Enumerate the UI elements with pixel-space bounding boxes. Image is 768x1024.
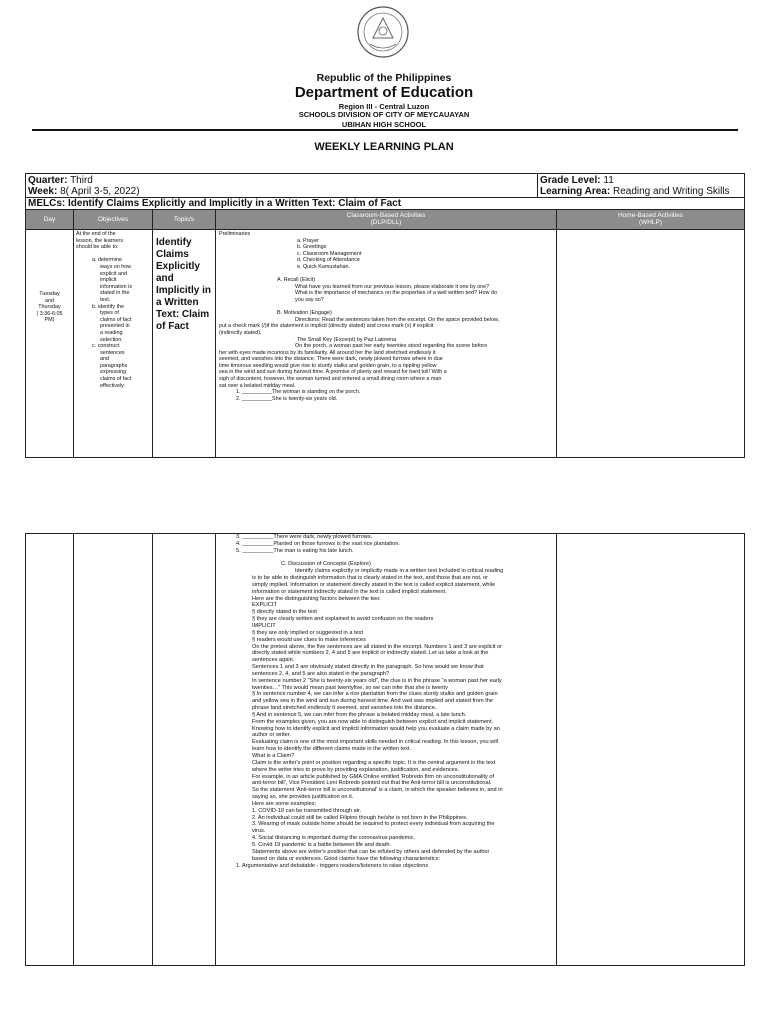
activity-line: directly stated while numbers 2, 4 and 5 are implicit or indirectly stated. Let us take a look at the (252, 650, 489, 657)
melcs-text: MELCs: Identify Claims Explicitly and Implicitly in a Written Text: Claim of Fact (28, 198, 402, 209)
activity-line: sigh of discontent, however, the woman turned and entered a small dining room where a man (219, 376, 442, 383)
activity-line: where the writer tries to prove by providing explanation, justification, and evidences. (252, 766, 460, 773)
day-line: ( 3:36-6:05 (36, 310, 63, 317)
activity-line: Identify claims explicitly or implicitly made in a written text Included in critical reading (295, 568, 504, 575)
activity-line: What have you learned from our previous lesson, please elaborate it one by one? (295, 283, 490, 290)
activity-line: Directions: Read the sentences taken from the excerpt. On the space provided below, (295, 316, 500, 323)
activity-line (219, 271, 553, 278)
objective-line: effectively. (100, 382, 125, 389)
objective-line: a. determine (92, 257, 122, 264)
activity-line: 3. Wearing of mask outside home should be required to protect every individual from acquiring the (252, 821, 495, 828)
objective-line: b. identify the (92, 303, 125, 310)
department-title: Department of Education (294, 84, 474, 101)
activity-line: her with eyes made incurious by its familiarity. All around her the land stretched endlessly it (219, 349, 436, 356)
activity-line: 4. __________Planted on those furrows is the vast rice plantation. (236, 540, 400, 547)
quarter-label: Quarter: (28, 175, 68, 186)
activity-line: 1. COVID-19 can be transmitted through air. (252, 807, 362, 814)
objective-line: should be able to: (76, 244, 119, 251)
activity-line: 1. __________The woman is standing on the porch. (236, 389, 361, 396)
activity-line: b. Greetings (297, 244, 327, 251)
objective-line: c. construct (92, 343, 120, 350)
activity-line: c. Classroom Management (297, 250, 362, 257)
activity-line: Here are the distinguishing factors between the two: (252, 595, 381, 602)
activity-line: is to be able to distinguish information that is clearly stated in the text, and those that are not, or (252, 575, 489, 582)
objective-line: expressing (100, 369, 127, 376)
activity-line: virus. (252, 828, 266, 835)
col-header-objectives: Objectives (73, 209, 153, 230)
grade-value: 11 (603, 175, 614, 186)
activity-line: § In sentence number 4, we can infer a rice plantation from the clues sturdy stalks and golden grain (252, 691, 498, 698)
classroom-activities-cell-continued (215, 533, 557, 966)
objective-line: types of (100, 310, 119, 317)
activity-line: sea in the wind and sun during harvest time. A promise of plenty and reward for hard toil! With a (219, 369, 447, 376)
quarter-week-cell (25, 173, 538, 198)
activity-line: e. Quick Kamustahan. (297, 263, 351, 270)
day-line: Tuesday (39, 291, 60, 297)
activity-line: Evaluating claim is one of the most important skills needed in critical reading. In this lesson, you will (252, 739, 498, 746)
activity-line: § they are only implied or suggested in a text (252, 629, 364, 636)
week-value: 8( April 3-5, 2022) (60, 186, 140, 197)
activity-line: Knowing how to identify explicit and implicit information would help you evaluate a claim made by an (252, 725, 500, 732)
region-line: Region III - Central Luzon (338, 102, 430, 111)
activity-line (219, 304, 553, 311)
objective-line: At the end of the (76, 231, 116, 237)
activity-line: and yellow sea in the wind and sun during harvest time. And vast was implied and stated from the (252, 698, 493, 705)
area-value: Reading and Writing Skills (612, 186, 730, 197)
school-line: UBIHAN HIGH SCHOOL (341, 120, 427, 129)
activity-line: Claim is the writer's point or position regarding a specific topic. It is the central argument in the text (252, 759, 496, 766)
home-activities-cell (556, 229, 745, 458)
document-title: WEEKLY LEARNING PLAN (314, 141, 454, 153)
activity-line: Statements above are writer's position that can be refuted by others and defended by the author (252, 848, 490, 855)
grade-label: Grade Level: (540, 175, 601, 186)
objective-line: sentences (100, 349, 125, 356)
objective-line: information is (100, 283, 133, 290)
activity-line: On the pretest above, the five sentences are all stated in the excerpt. Numbers 1 and 3 are explicit or (252, 643, 502, 650)
activity-line: 2. __________She is twenty-six years old. (236, 395, 338, 402)
activity-line: Preliminaries (219, 231, 251, 237)
activity-line: simply implied. Information or statement directly stated in the text is called explicit statement, while (252, 581, 496, 588)
objectives-cell (73, 229, 153, 458)
activity-line: information or statement indirectly stated in the text is called implicit statement. (252, 588, 447, 595)
topic-line: Implicitly in (156, 285, 212, 296)
activity-line: saying so, she provides justification on it. (252, 794, 354, 801)
objective-line: lesson, the learners (76, 237, 124, 244)
topic-line: Text: Claim (156, 309, 210, 320)
objective-line: a reading (100, 329, 123, 336)
activity-line: anti-terror bill', Vice President Leni Robredo pointed out that the Anti-terror bill is unconstitutional. (252, 780, 492, 787)
col-header-home: Home-Based Activities (WHLP) (556, 209, 745, 230)
activity-line: C. Discussion of Concepts (Explore) (281, 561, 371, 568)
topic-line: Claims (156, 249, 189, 260)
activity-line: § directly stated in the text (252, 609, 317, 616)
activity-line: 5. Covid 19 pandemic is a battle between life and death. (252, 841, 392, 848)
area-label: Learning Area: (540, 186, 611, 197)
activity-line: put a check mark (/)if the statement is implicit (directly stated) and cross mark (x) if explicit (219, 323, 434, 330)
day-line: PM) (44, 317, 55, 324)
objectives-cell-continued (73, 533, 153, 966)
classroom-activities-cell (215, 229, 557, 458)
activity-line: twenties…" This would mean past twentyfive, so we can infer that she is twenty (252, 684, 448, 691)
activity-line: (indirectly stated). (219, 329, 262, 336)
objective-line: ways on how (100, 263, 132, 270)
topic-line: Identify (156, 237, 192, 248)
objective-line: selection. (100, 336, 123, 343)
topic-cell-continued (152, 533, 216, 966)
activity-line: Sentences 1 and 3 are obviously stated directly in the paragraph. So how would we know that (252, 664, 484, 671)
activity-line: 3. __________There were dark, newly plowed furrows. (236, 534, 373, 540)
activity-line: sat over a belated midday meal. (219, 382, 296, 389)
day-cell (25, 229, 74, 458)
objective-line: and (100, 356, 109, 363)
activity-line: sentences 2, 4, and 5 are also stated in the paragraph? (252, 670, 390, 677)
activity-line: So the statement 'Anti-terror bill is unconstitutional' is a claim, in which the speaker believes in, and in (252, 787, 503, 794)
activity-line: a. Prayer (297, 237, 319, 244)
activity-line: d. Checking of Attendance (297, 257, 360, 264)
col-header-topics: Topic/s (152, 209, 216, 230)
day-line: and (45, 297, 54, 304)
activity-line: IMPLICIT (252, 622, 276, 629)
objective-line: claims of fact (100, 316, 132, 323)
quarter-value: Third (70, 175, 93, 186)
topic-cell (152, 229, 216, 458)
division-line: SCHOOLS DIVISION OF CITY OF MEYCAUAYAN (298, 110, 470, 119)
objective-line: presented in (100, 323, 130, 330)
activity-line: 5. __________The man is eating his late lunch. (236, 547, 354, 554)
republic-line: Republic of the Philippines (316, 72, 452, 84)
activity-line: sentences again. (252, 657, 295, 664)
activity-line: In sentence number 2 "She is twenty-six years old", the clue is in the phrase "a woman past her early (252, 677, 502, 684)
objective-line: claims of fact (100, 376, 132, 383)
objective-line: paragraphs (100, 362, 128, 369)
activity-line: § And in sentence 5, we can infer from the phrase a belated midday meal, a late lunch. (252, 711, 467, 718)
home-activities-cell-continued (556, 533, 745, 966)
topic-line: and (156, 273, 174, 284)
activity-line: For example, in an article published by GMA Online entitled 'Robredo firm on unconstitutionality of (252, 773, 495, 780)
activity-line: On the porch, a woman past her early twenties stood regarding the scene before (295, 343, 488, 350)
activity-line: A. Recall (Elicit) (277, 277, 316, 284)
activity-line: author or writer. (252, 732, 291, 739)
activity-line: 4. Social distancing is important during the coronavirus pandemic. (252, 835, 415, 842)
activity-line: seemed, and vanishes into the distance. There were dark, newly plowed furrows where in due (219, 356, 443, 363)
activity-line: What is a Claim? (252, 753, 295, 759)
objective-line: text. (100, 296, 111, 303)
col-header-classroom: Classroom-Based Activities (DLP/DLL) (215, 209, 557, 230)
grade-area-cell (537, 173, 745, 198)
activity-line: What is the importance of mechanics on the properties of a well written text? How do (295, 290, 497, 297)
activity-line: you say so? (295, 296, 324, 303)
objective-line (76, 251, 150, 258)
topic-line: Explicitly (156, 261, 200, 272)
activity-line: Here are some examples: (252, 800, 317, 807)
activity-line (219, 555, 553, 562)
objective-line: explicit and (100, 270, 127, 277)
col-header-day: Day (25, 209, 74, 230)
activity-line: The Small Key (Excerpt) by Paz Latorena (297, 336, 397, 343)
topic-line: of Fact (156, 321, 189, 332)
activity-line: 2. An individual could still be called Filipino though he/she is not born in the Philippines. (252, 814, 468, 821)
activity-line: EXPLICIT (252, 602, 277, 609)
deped-seal-logo (357, 4, 409, 64)
header-divider (32, 129, 738, 131)
activity-line: based on data or evidences. Good claims have the following characteristics: (252, 855, 441, 862)
week-label: Week: (28, 186, 58, 197)
objective-line: stated in the (100, 290, 130, 297)
activity-line: learn how to identify the different claims made in the written text. (252, 746, 412, 753)
topic-line: a Written (156, 297, 199, 308)
objective-line: implicit (100, 277, 117, 284)
day-line: Thursday (38, 304, 61, 311)
activity-line: 1. Argumentative and debatable - triggers readers/listeners to raise objections (236, 862, 429, 869)
activity-line: From the examples given, you are now able to distinguish between explicit and implicit statement. (252, 718, 494, 725)
activity-line: § they are clearly written and explained to avoid confusion on the readers (252, 616, 434, 623)
activity-line: § readers would use clues to make inferences (252, 636, 366, 643)
activity-line: phrase land stretched endlessly it seemed, and vanishes into the distance. (252, 705, 437, 712)
activity-line: B. Motivation (Engage) (277, 310, 332, 317)
day-cell-continued (25, 533, 74, 966)
activity-line: time timorous seedling would give rise to sturdy stalks and golden grain, to a rippling yellow (219, 362, 437, 369)
